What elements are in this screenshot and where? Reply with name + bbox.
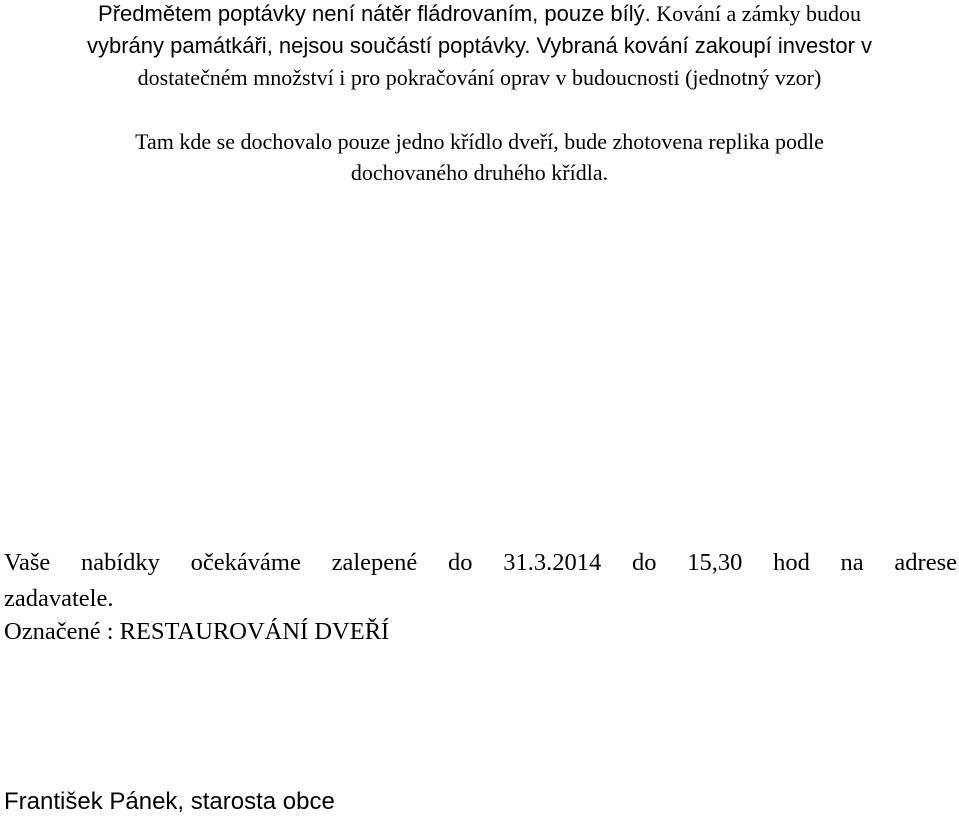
paragraph-1-line-2-sans-part: vybrány památkáři, nejsou součástí poptávky. — [86, 33, 531, 58]
paragraph-1-line-2-sans-continuation: Vybraná kování zakoupí investor v — [530, 33, 873, 58]
deadline-line-2: zadavatele. — [4, 585, 114, 612]
paragraph-1-line-1-serif-part: Kování a zámky budou — [650, 1, 861, 26]
paragraph-1-line-1-sans-part: Předmětem poptávky není nátěr fládrovaním, pouze bílý. — [98, 1, 651, 26]
paragraph-1-line-1 — [0, 3, 959, 25]
paragraph-1-line-2 — [0, 35, 959, 57]
marking-label: Označené : RESTAUROVÁNÍ DVEŘÍ — [4, 618, 390, 645]
paragraph-2-line-1: Tam kde se dochovalo pouze jedno křídlo dveří, bude zhotovena replika podle — [135, 129, 824, 154]
paragraph-2-line-2: dochovaného druhého křídla. — [350, 160, 609, 185]
paragraph-1-line-3: dostatečném množství i pro pokračování oprav v budoucnosti (jednotný vzor) — [137, 65, 822, 90]
signature: František Pánek, starosta obce — [4, 788, 335, 815]
deadline-line-1: Vaše nabídky očekáváme zalepené do 31.3.2014 do 15,30 hod na adrese — [4, 549, 957, 576]
